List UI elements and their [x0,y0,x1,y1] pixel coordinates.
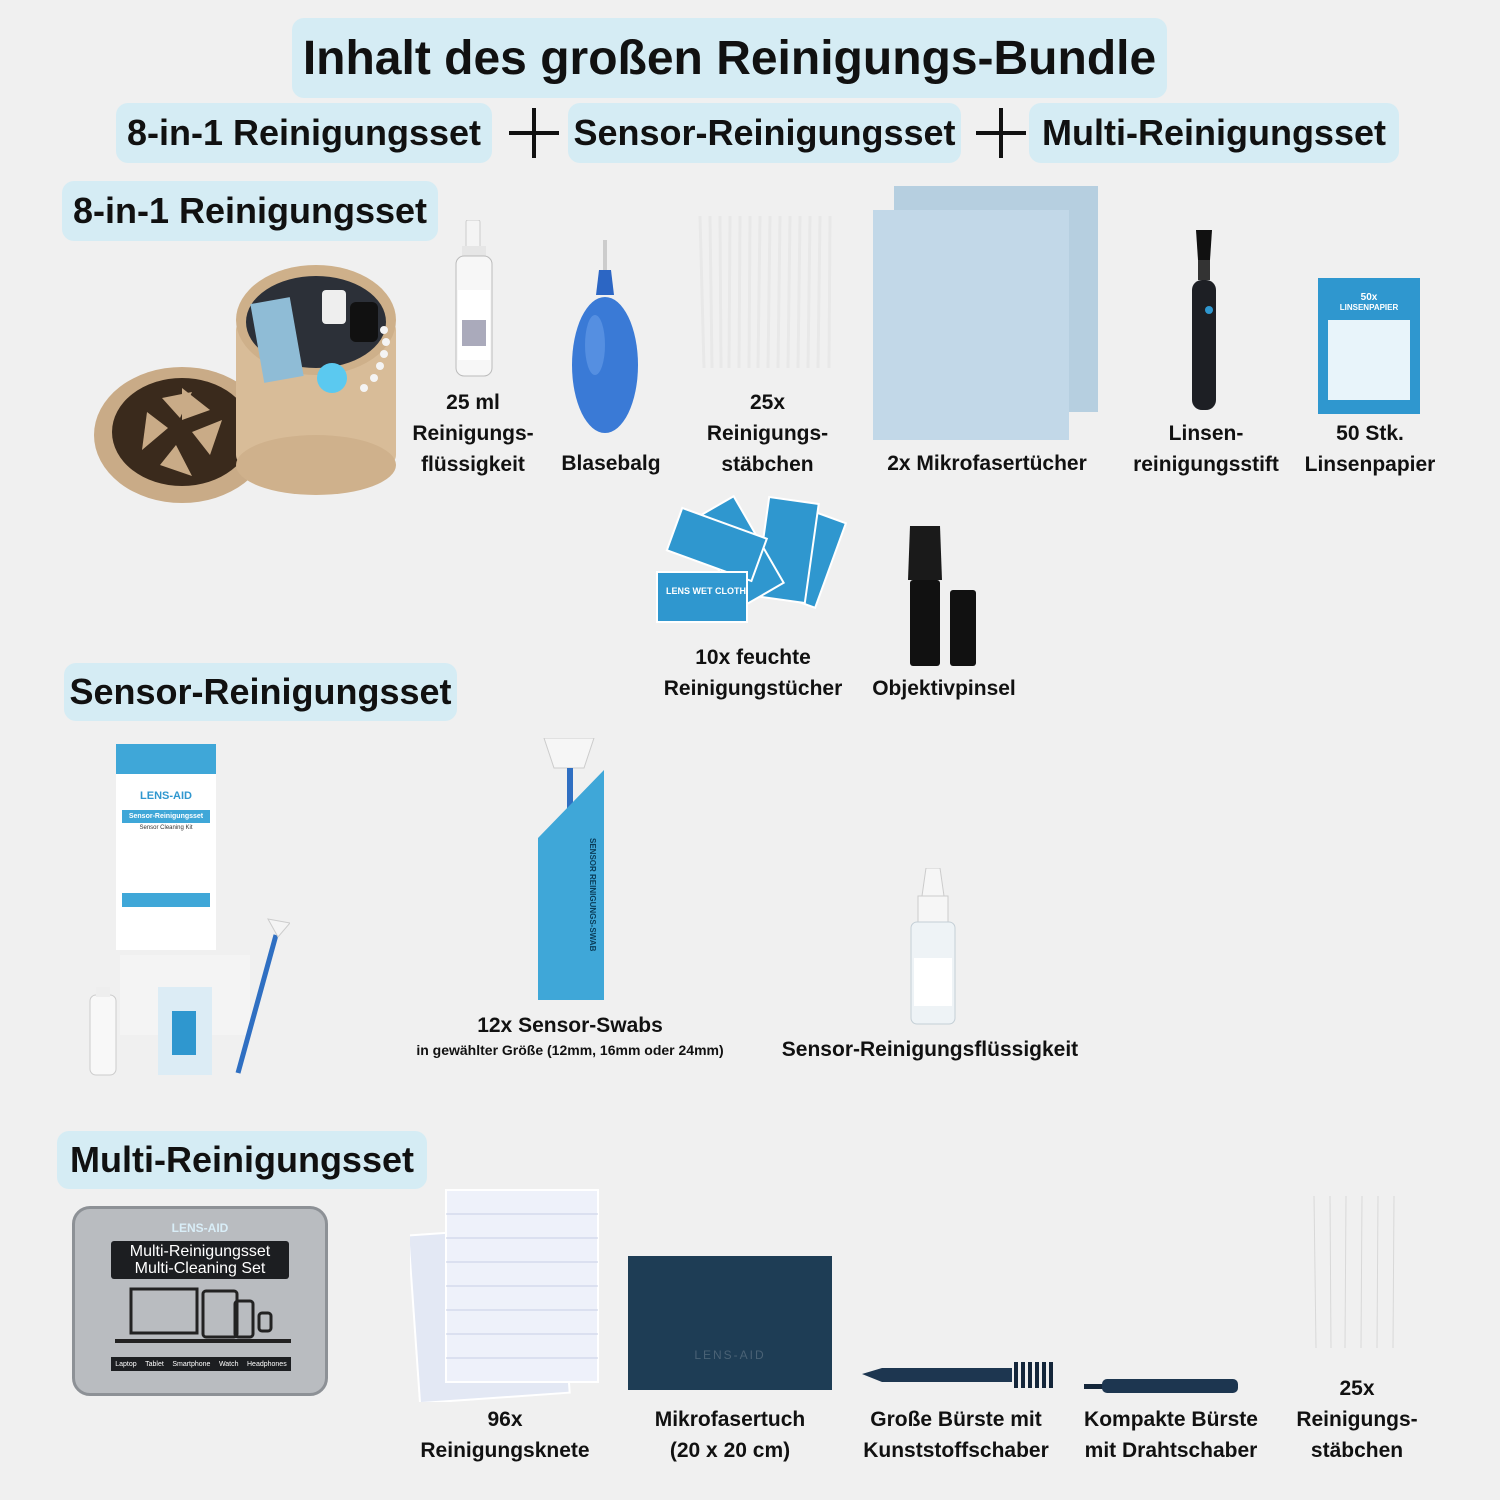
microfiber-cloth-icon [870,184,1102,446]
item-label: Objektivpinsel [872,677,1016,700]
header-set-8in1: 8-in-1 Reinigungsset [116,103,492,163]
lens-paper-icon: 50x LINSENPAPIER [1318,278,1420,414]
plus-icon [976,108,1026,158]
wet-wipes-icon [652,492,860,632]
large-brush-icon [862,1360,1057,1390]
item-label: 50 Stk. Linsenpapier [1304,422,1436,476]
item-label: 25x Reinigungs- stäbchen [706,391,829,476]
spray-bottle-icon [454,220,494,380]
header-set-multi: Multi-Reinigungsset [1029,103,1399,163]
section-heading-8in1: 8-in-1 Reinigungsset [62,181,438,241]
cotton-swabs-icon [694,212,840,372]
item-label: Blasebalg [561,452,661,475]
kraft-tube-icon [92,260,412,510]
item-label: Große Bürste mit Kunststoffschaber [863,1408,1049,1462]
plus-icon [509,108,559,158]
lens-pen-icon [1184,230,1224,416]
svg-text:LENS WET CLOTH: LENS WET CLOTH [666,586,746,596]
item-label: Mikrofasertuch (20 x 20 cm) [654,1408,806,1462]
item-label: 25x Reinigungs- stäbchen [1296,1377,1418,1462]
item-label: 2x Mikrofasertücher [887,452,1087,475]
cotton-swabs-icon [1306,1188,1412,1356]
page-title: Inhalt des großen Reinigungs-Bundle [292,18,1167,98]
lens-brush-icon [902,526,982,668]
sensor-kit-box-icon: LENS-AID Sensor-Reinigungsset Sensor Cleaning Kit [116,744,216,950]
sensor-swab-icon [534,738,614,1002]
metal-tin-icon: LENS-AID Multi-Reinigungsset Multi-Cleaning Set Laptop Tablet Smartphone Watch Headphones [72,1206,328,1396]
item-label: 10x feuchte Reinigungstücher [663,646,843,700]
item-label: Linsen- reinigungsstift [1133,422,1279,476]
item-label: Kompakte Bürste mit Drahtschaber [1084,1408,1258,1462]
section-heading-multi: Multi-Reinigungsset [57,1131,427,1189]
air-blower-icon [570,240,640,435]
sensor-kit-accessories-icon [80,915,290,1080]
section-heading-sensor: Sensor-Reinigungsset [64,663,457,721]
devices-icon [75,1279,325,1349]
svg-text:SENSOR REINIGUNGS-SWAB: SENSOR REINIGUNGS-SWAB [588,838,597,952]
compact-brush-icon [1084,1374,1240,1398]
dropper-bottle-icon [908,868,958,1028]
item-label: 96x Reinigungsknete [420,1408,590,1462]
cleaning-putty-icon [410,1186,602,1402]
microfiber-cloth-dark-icon: LENS-AID [628,1256,832,1390]
header-set-sensor: Sensor-Reinigungsset [568,103,961,163]
item-label: Sensor-Reinigungsflüssigkeit [781,1038,1079,1061]
item-label: 12x Sensor-Swabs in gewählter Größe (12mm, 16mm oder 24mm) [416,1014,724,1058]
item-label: 25 ml Reinigungs- flüssigkeit [412,391,534,476]
